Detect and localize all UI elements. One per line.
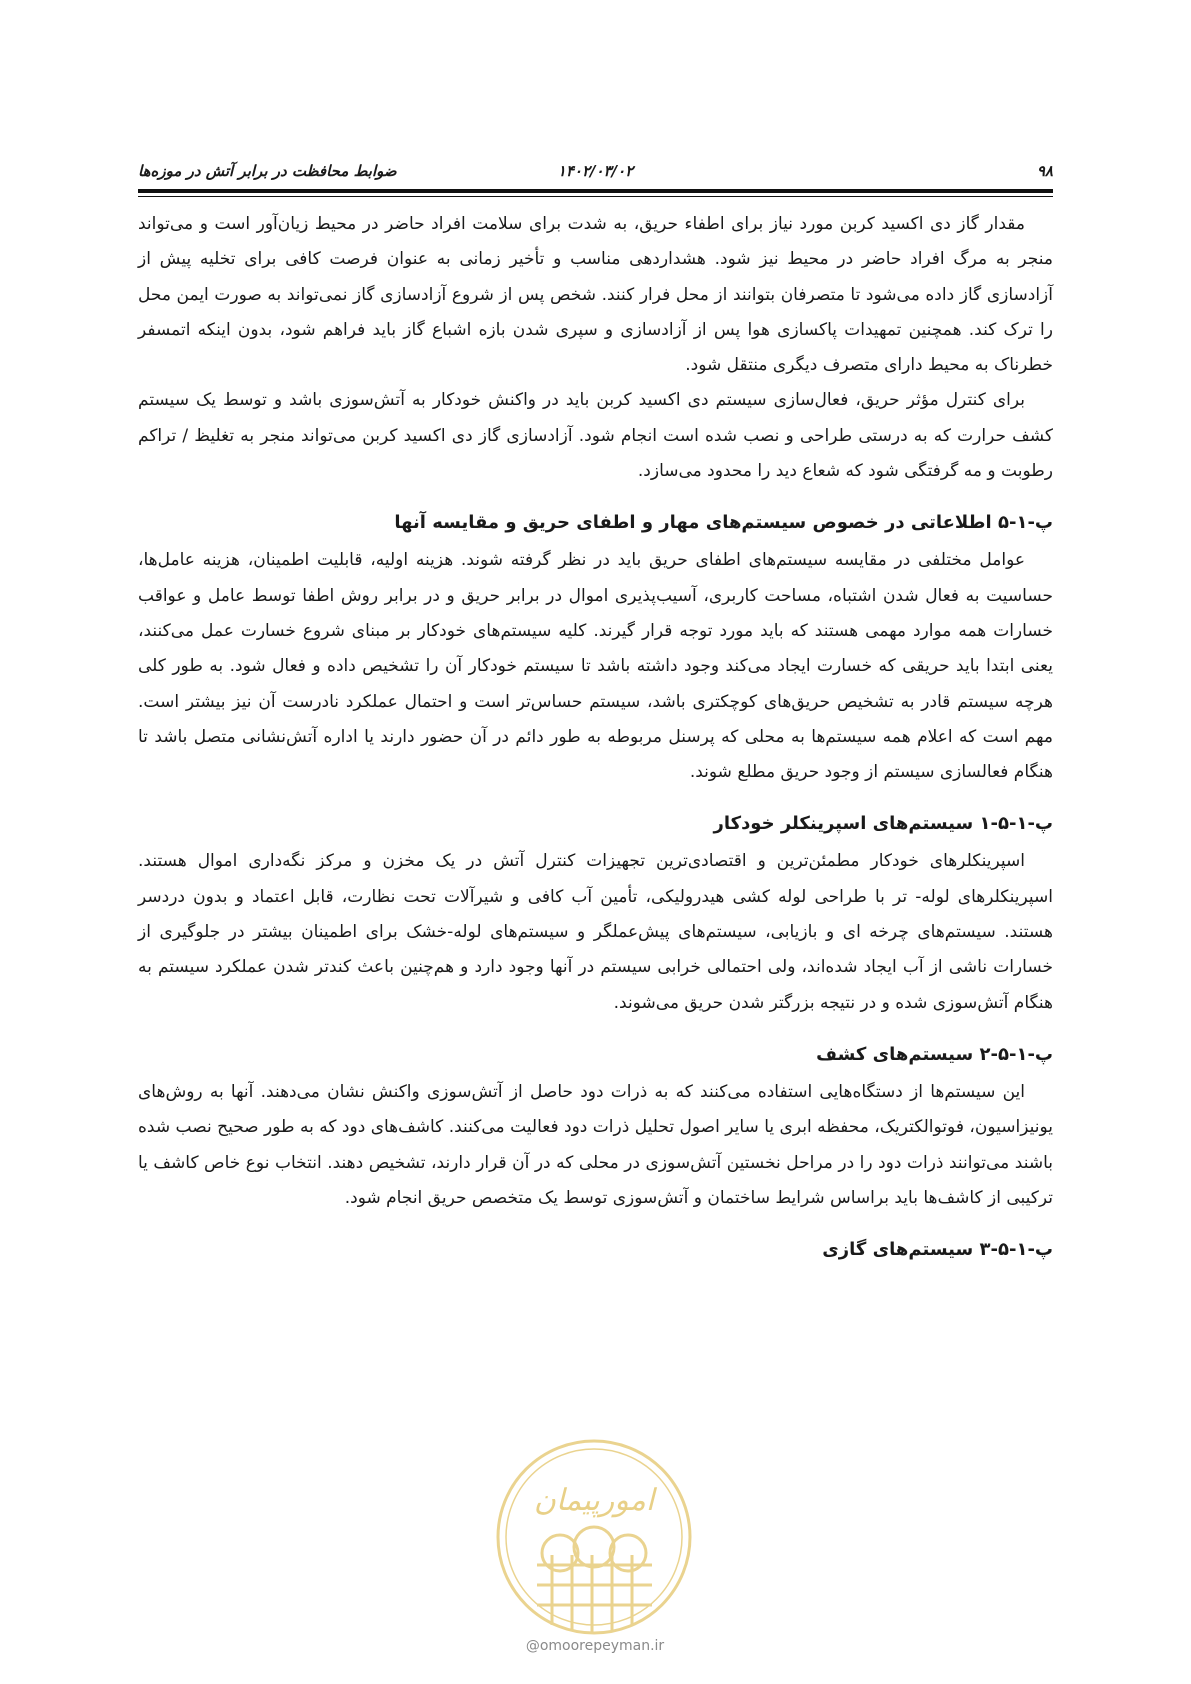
- section-heading: پ-۱-۵-۱ سیستم‌های اسپرینکلر خودکار: [713, 813, 1053, 835]
- watermark-seal-icon: [492, 1435, 697, 1640]
- paragraph: این سیستم‌ها از دستگاه‌هایی استفاده می‌کنند که به ذرات دود حاصل از آتش‌سوزی واکنش نشان می‌دهند. آنها به روش‌های یونیزاسیون، فوتوالکتریک، محفظه ابری یا سایر اصول تحلیل ذرات دود فعالیت می‌کنند. کاشف‌های دود که به طور صحیح نصب شده باشند می‌توانند ذرات دود را در مراحل نخستین آتش‌سوزی در محلی که در آن قرار دارند، تشخیص دهند. انتخاب نوع خاص کاشف یا ترکیبی از کاشف‌ها باید براساس شرایط ساختمان و آتش‌سوزی توسط یک متخصص حریق انجام شود.: [138, 1081, 1053, 1208]
- paragraph: عوامل مختلفی در مقایسه سیستم‌های اطفای حریق باید در نظر گرفته شوند. هزینه اولیه، قابلیت اطمینان، هزینه عامل‌ها، حساسیت به فعال شدن اشتباه، مساحت کاربری، آسیب‌پذیری اموال در برابر حریق و در برابر روش اطفا توسط عامل و عواقب خسارات همه موارد مهمی هستند که باید مورد توجه قرار گیرند. کلیه سیستم‌های خودکار بر مبنای شروع خسارت عمل می‌کنند، یعنی ابتدا باید حریقی که خسارت ایجاد می‌کند وجود داشته باشد تا سیستم خودکار آن را تشخیص داده و فعال شود. به طور کلی هرچه سیستم قادر به تشخیص حریق‌های کوچکتری باشد، سیستم حساس‌تر است و احتمال عملکرد نادرست آن نیز بیشتر است. مهم است که اعلام همه سیستم‌ها به محلی که پرسنل مربوطه به طور دائم در آن حضور دارند یا اداره آتش‌نشانی متصل باشد تا هنگام فعالسازی سیستم از وجود حریق مطلع شوند.: [138, 550, 1053, 783]
- paragraph: برای کنترل مؤثر حریق، فعال‌سازی سیستم دی اکسید کربن باید در واکنش خودکار به آتش‌سوزی باشد و توسط یک سیستم کشف حرارت که به درستی طراحی و نصب شده است انجام شود. آزادسازی گاز دی اکسید کربن می‌تواند منجر به تغلیظ / تراکم رطوبت و مه گرفتگی شود که شعاع دید را محدود می‌سازد.: [138, 390, 1053, 482]
- watermark-site: @omoorepeyman.ir: [525, 1638, 665, 1654]
- header-date: ۱۴۰۲/۰۳/۰۲: [557, 162, 634, 180]
- section-heading: پ-۱-۵-۲ سیستم‌های کشف: [816, 1043, 1053, 1065]
- running-header: [138, 160, 1053, 184]
- header-title: ضوابط محافظت در برابر آتش در موزه‌ها: [138, 162, 397, 180]
- paragraph: اسپرینکلرهای خودکار مطمئن‌ترین و اقتصادی‌ترین تجهیزات کنترل آتش در یک مخزن و مرکز نگه‌داری اموال هستند. اسپرینکلرهای لوله- تر با طراحی لوله کشی هیدرولیکی، تأمین آب کافی و شیرآلات تحت نظارت، قابل اعتماد و بدون دردسر هستند. سیستم‌های چرخه ای و بازیابی، سیستم‌های پیش‌عملگر و سیستم‌های لوله-خشک برای اطمینان بیشتر در جلوگیری از خسارات ناشی از آب ایجاد شده‌اند، ولی احتمالی خرابی سیستم در آنها وجود دارد و هم‌چنین باعث کندتر شدن عملکرد سیستم به هنگام آتش‌سوزی شده و در نتیجه بزرگتر شدن حریق می‌شوند.: [138, 851, 1053, 1013]
- body-text: [138, 207, 1053, 1270]
- header-rule-thick: [138, 189, 1053, 193]
- seal-text: امورپیمان: [533, 1483, 655, 1518]
- page-number: ۹۸: [1036, 162, 1053, 180]
- section-heading: پ-۱-۵ اطلاعاتی در خصوص سیستم‌های مهار و اطفای حریق و مقایسه آنها: [394, 512, 1053, 534]
- paragraph: مقدار گاز دی اکسید کربن مورد نیاز برای اطفاء حریق، به شدت برای سلامت افراد حاضر در محیط زیان‌آور است و می‌تواند منجر به مرگ افراد حاضر در محیط نیز شود. هشداردهی مناسب و تأخیر زمانی به عنوان فرصت کافی برای تخلیه پیش از آزادسازی گاز داده می‌شود تا متصرفان بتوانند از محل فرار کنند. شخص پس از شروع آزادسازی گاز نمی‌تواند به صورت ایمن محل را ترک کند. همچنین تمهیدات پاکسازی هوا پس از آزادسازی و سپری شدن بازه اشباع گاز باید فراهم شود، بدون اینکه اتمسفر خطرناک به محیط دارای متصرف دیگری منتقل شود.: [138, 214, 1053, 376]
- section-heading: پ-۱-۵-۳ سیستم‌های گازی: [822, 1239, 1053, 1261]
- header-rule-thin: [138, 196, 1053, 197]
